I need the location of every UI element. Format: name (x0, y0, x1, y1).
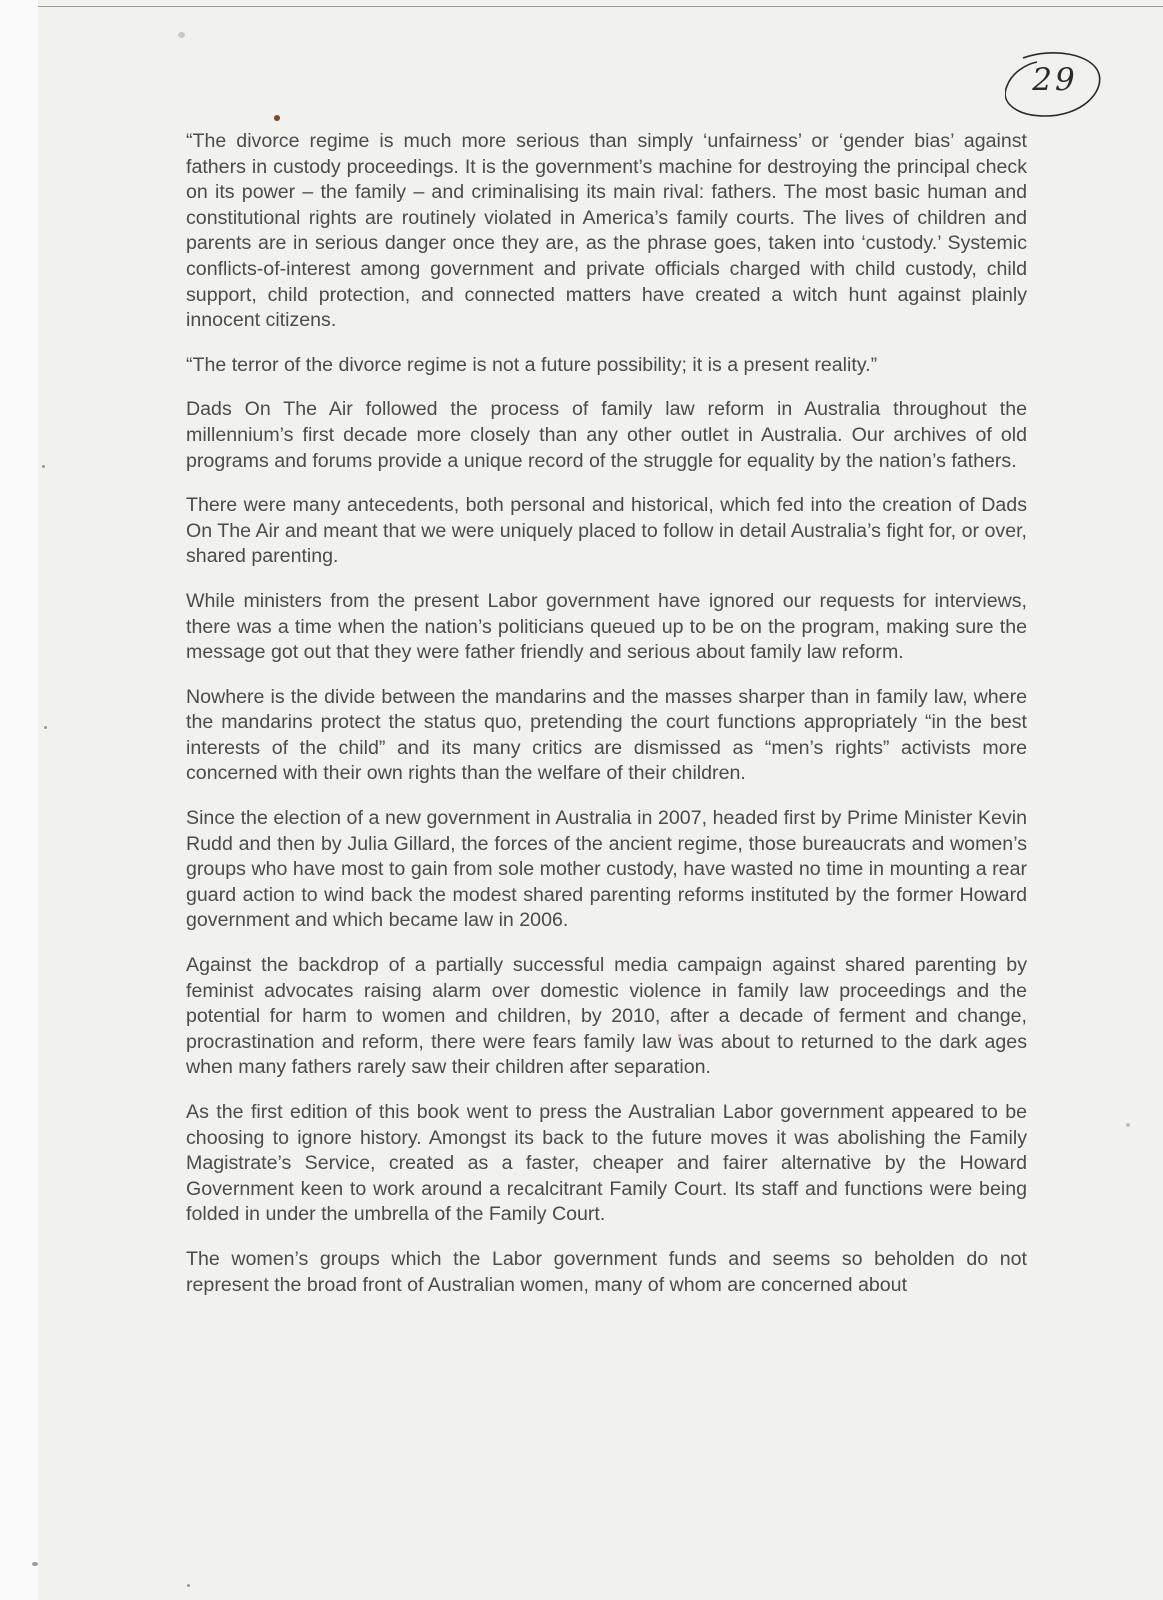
scan-speck (42, 465, 45, 468)
paragraph: Since the election of a new government in Australia in 2007, headed first by Prime Minister Kevin Rudd and then by Julia Gillard, the forces of the ancient regime, those bureaucrats and women’s groups who have most to gain from sole mother custody, have wasted no time in mounting a rear guard action to wind back the modest shared parenting reforms instituted by the former Howard government and which became law in 2006. (186, 807, 1027, 932)
page-number: 29 (1032, 62, 1078, 98)
scan-left-edge (0, 0, 38, 1600)
scan-speck (178, 32, 185, 38)
paragraph: Against the backdrop of a partially successful media campaign against shared parenting by feminist advocates raising alarm over domestic violence in family law proceedings and the potential for harm to women and children, by 2010, after a decade of ferment and change, procrastination and reform, there were fears family law was about to returned to the dark ages when many fathers rarely saw their children after separation. (186, 954, 1027, 1079)
paragraph: Dads On The Air followed the process of family law reform in Australia throughout the millennium’s first decade more closely than any other outlet in Australia. Our archives of old programs and forums provide a unique record of the struggle for equality by the nation’s fathers. (186, 398, 1027, 472)
body-text (186, 129, 1027, 1317)
handwritten-page-number (1005, 50, 1105, 120)
paragraph: While ministers from the present Labor government have ignored our requests for interviews, there was a time when the nation’s politicians queued up to be on the program, making sure the message got out that they were father friendly and serious about family law reform. (186, 589, 1027, 664)
paragraph: Nowhere is the divide between the mandarins and the masses sharper than in family law, where the mandarins protect the status quo, pretending the court functions appropriately “in the best interests of the child” and its many critics are dismissed as “men’s rights” activists more concerned with their own rights than the welfare of their children. (186, 685, 1027, 785)
paragraph: There were many antecedents, both personal and historical, which fed into the creation of Dads On The Air and meant that we were uniquely placed to follow in detail Australia’s fight for, or over, shared parenting. (186, 494, 1027, 568)
scan-speck (32, 1562, 38, 1566)
scan-speck (187, 1584, 190, 1587)
paragraph: “The divorce regime is much more serious than simply ‘unfairness’ or ‘gender bias’ against fathers in custody proceedings. It is the government’s machine for destroying the principal check on its power – the family – and criminalising its main rival: fathers. The most basic human and constitutional rights are routinely violated in America’s family courts. The lives of children and parents are in serious danger once they are, as the phrase goes, taken into ‘custody.’ Systemic conflicts-of-interest among government and private officials charged with child custody, child support, child protection, and connected matters have created a witch hunt against plainly innocent citizens. (186, 130, 1027, 332)
ink-dot (274, 115, 280, 121)
scan-speck (44, 726, 47, 729)
scan-speck (1126, 1123, 1130, 1127)
paragraph: As the first edition of this book went to press the Australian Labor government appeared to be choosing to ignore history. Amongst its back to the future moves it was abolishing the Family Magistrate’s Service, created as a faster, cheaper and fairer alternative by the Howard Government keen to work around a recalcitrant Family Court. Its staff and functions were being folded in under the umbrella of the Family Court. (186, 1101, 1027, 1226)
paragraph: “The terror of the divorce regime is not a future possibility; it is a present reality.” (186, 353, 878, 376)
paragraph: The women’s groups which the Labor government funds and seems so beholden do not represent the broad front of Australian women, many of whom are concerned about (186, 1247, 1027, 1296)
